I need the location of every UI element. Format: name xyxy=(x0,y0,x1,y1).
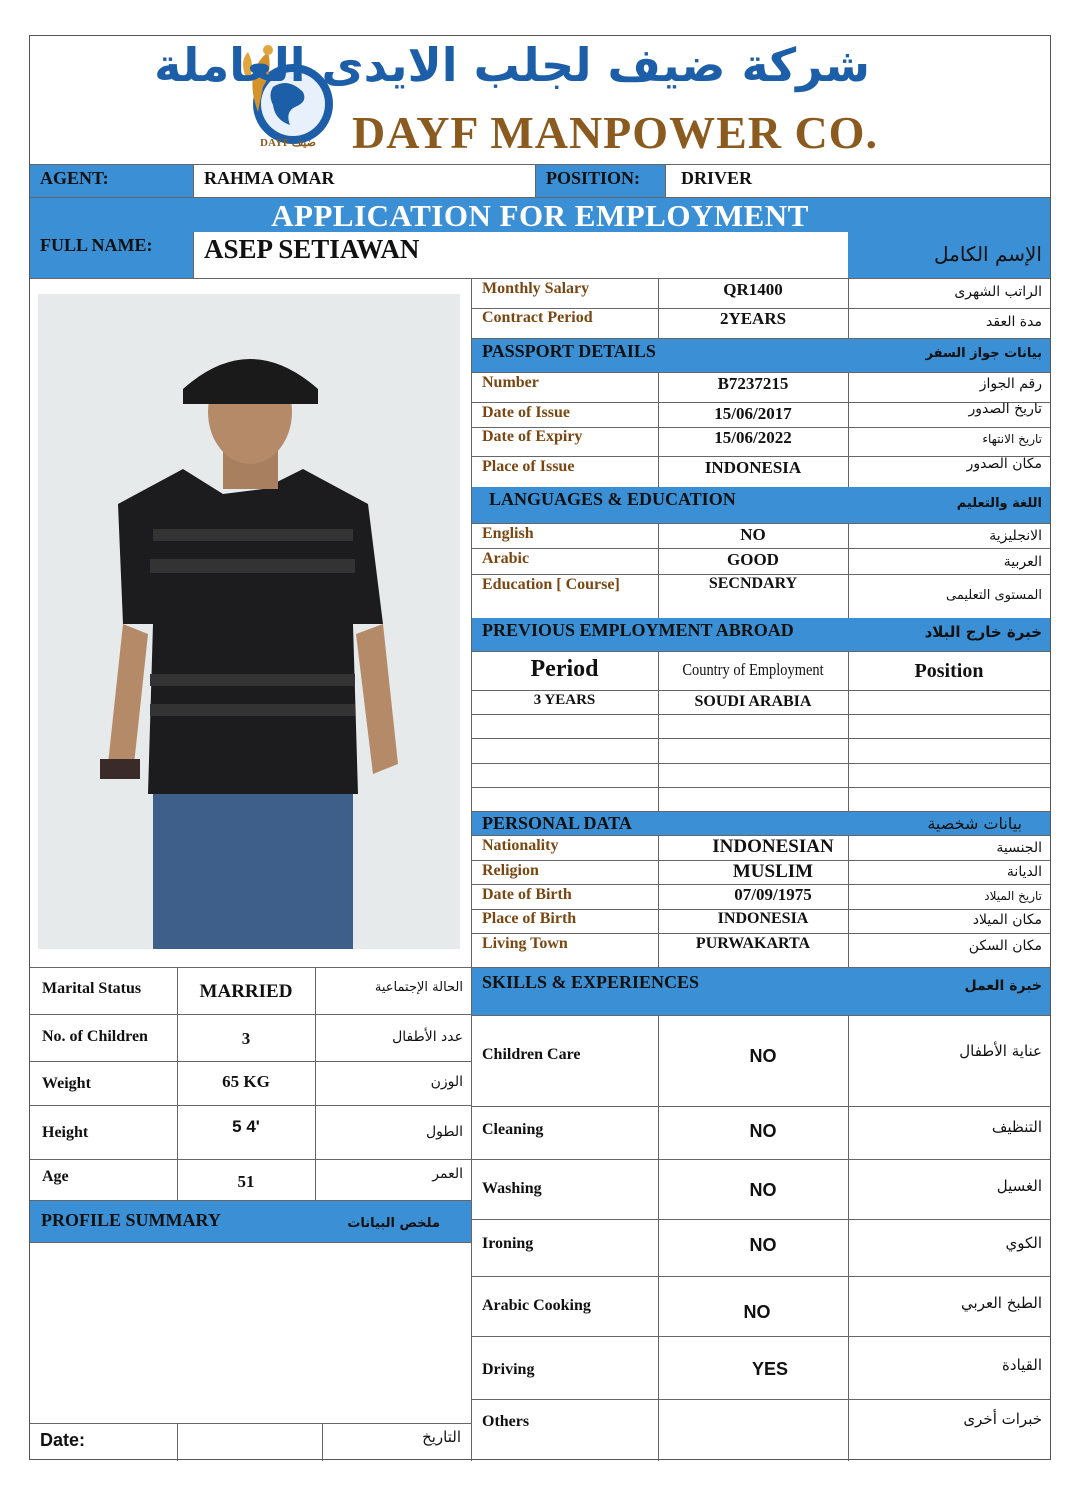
position-value: DRIVER xyxy=(681,168,753,188)
skill-driving-label: Driving xyxy=(482,1361,535,1378)
date-label-arabic: التاريخ xyxy=(422,1428,461,1446)
languages-education-header: LANGUAGES & EDUCATION xyxy=(489,489,736,509)
contract-period-label: Contract Period xyxy=(482,309,593,326)
skill-ironing-label: Ironing xyxy=(482,1235,534,1252)
company-name-arabic: شركة ضيف لجلب الايدى العاملة xyxy=(154,38,870,92)
passport-details-header-arabic: بيانات جواز السفر xyxy=(925,346,1042,361)
period-column-header: Period xyxy=(530,656,599,682)
date-of-birth-label: Date of Birth xyxy=(482,886,572,903)
passport-number-value: B7237215 xyxy=(717,374,789,393)
skill-driving-label-arabic: القيادة xyxy=(1002,1356,1042,1374)
skill-cleaning-label: Cleaning xyxy=(482,1121,544,1138)
marital-status-label: Marital Status xyxy=(42,980,142,997)
date-of-issue-value: 15/06/2017 xyxy=(714,404,792,423)
age-value: 51 xyxy=(237,1172,255,1191)
skill-children-care-value: NO xyxy=(749,1046,777,1066)
date-of-birth-value: 07/09/1975 xyxy=(734,885,812,904)
skill-arabic-cooking-value: NO xyxy=(743,1302,771,1322)
place-of-issue-value: INDONESIA xyxy=(704,458,802,477)
contract-period-value: 2YEARS xyxy=(719,309,787,328)
skill-washing-value: NO xyxy=(749,1180,777,1200)
company-name-english: DAYF MANPOWER CO. xyxy=(352,107,878,158)
english-value: NO xyxy=(740,525,766,544)
children-value: 3 xyxy=(241,1029,251,1048)
age-label-arabic: العمر xyxy=(432,1166,463,1182)
age-label: Age xyxy=(42,1168,69,1185)
english-label: English xyxy=(482,525,534,542)
full-name-label-arabic: الإسم الكامل xyxy=(933,242,1042,266)
agent-value: RAHMA OMAR xyxy=(204,168,335,188)
living-town-value: PURWAKARTA xyxy=(695,935,811,952)
height-label-arabic: الطول xyxy=(425,1124,463,1140)
previous-employment-header: PREVIOUS EMPLOYMENT ABROAD xyxy=(482,620,794,640)
height-label: Height xyxy=(42,1124,89,1141)
arabic-label-arabic: العربية xyxy=(1003,554,1042,570)
employment-period-value: 3 YEARS xyxy=(533,692,596,708)
skill-washing-label: Washing xyxy=(482,1180,542,1197)
date-of-issue-label-arabic: تاريخ الصدور xyxy=(968,401,1042,417)
skill-arabic-cooking-label: Arabic Cooking xyxy=(482,1297,591,1314)
date-of-issue-label: Date of Issue xyxy=(482,404,570,421)
skill-ironing-label-arabic: الكوي xyxy=(1005,1234,1042,1252)
profile-summary-header: PROFILE SUMMARY xyxy=(41,1210,221,1230)
country-column-header: Country of Employment xyxy=(682,660,824,679)
position-column-header: Position xyxy=(914,660,984,682)
position-label: POSITION: xyxy=(546,168,641,188)
agent-label: AGENT: xyxy=(40,168,109,188)
passport-details-header: PASSPORT DETAILS xyxy=(482,341,656,361)
form-title: APPLICATION FOR EMPLOYMENT xyxy=(271,198,809,233)
skill-others-label-arabic: خبرات أخرى xyxy=(963,1410,1042,1428)
skill-children-care-label-arabic: عناية الأطفال xyxy=(959,1042,1042,1060)
nationality-label-arabic: الجنسية xyxy=(996,840,1042,856)
skill-ironing-value: NO xyxy=(749,1235,777,1255)
marital-status-value: MARRIED xyxy=(199,981,293,1002)
skills-header: SKILLS & EXPERIENCES xyxy=(482,972,700,992)
weight-label: Weight xyxy=(42,1075,91,1092)
skill-arabic-cooking-label-arabic: الطبخ العربي xyxy=(961,1294,1042,1312)
nationality-label: Nationality xyxy=(482,837,559,854)
date-of-expiry-value: 15/06/2022 xyxy=(714,428,792,447)
arabic-label: Arabic xyxy=(482,550,530,567)
personal-data-header: PERSONAL DATA xyxy=(482,813,632,833)
monthly-salary-label-arabic: الراتب الشهرى xyxy=(954,284,1042,300)
skill-children-care-label: Children Care xyxy=(482,1046,581,1063)
education-label: Education [ Course] xyxy=(482,576,620,593)
personal-data-header-arabic: بيانات شخصية xyxy=(927,814,1022,833)
children-label: No. of Children xyxy=(42,1028,148,1045)
education-value: SECNDARY xyxy=(708,575,798,592)
date-of-expiry-label-arabic: تاريخ الانتهاء xyxy=(982,432,1042,446)
passport-number-label-arabic: رقم الجواز xyxy=(979,376,1042,392)
full-name-value: ASEP SETIAWAN xyxy=(204,234,420,264)
monthly-salary-label: Monthly Salary xyxy=(482,280,590,297)
previous-employment-header-arabic: خبرة خارج البلاد xyxy=(924,623,1042,641)
profile-summary-header-arabic: ملخص البيانات xyxy=(347,1216,440,1231)
skill-driving-value: YES xyxy=(751,1359,789,1379)
skill-cleaning-label-arabic: التنظيف xyxy=(991,1118,1042,1136)
logo-caption: DAYF ضيف xyxy=(260,137,316,149)
full-name-label: FULL NAME: xyxy=(40,235,153,255)
employment-country-value: SOUDI ARABIA xyxy=(694,693,812,710)
education-label-arabic: المستوى التعليمى xyxy=(946,588,1042,603)
nationality-value: INDONESIAN xyxy=(712,836,834,857)
marital-status-label-arabic: الحالة الإجتماعية xyxy=(374,980,463,995)
monthly-salary-value: QR1400 xyxy=(723,280,783,299)
living-town-label: Living Town xyxy=(482,935,568,952)
height-value: 5 4' xyxy=(232,1117,260,1136)
languages-education-header-arabic: اللغة والتعليم xyxy=(956,496,1042,511)
place-of-birth-value: INDONESIA xyxy=(717,910,809,927)
arabic-value: GOOD xyxy=(727,550,779,569)
weight-value: 65 KG xyxy=(222,1072,270,1091)
place-of-birth-label-arabic: مكان الميلاد xyxy=(972,912,1042,928)
place-of-birth-label: Place of Birth xyxy=(482,910,577,927)
children-label-arabic: عدد الأطفال xyxy=(392,1029,463,1045)
religion-value: MUSLIM xyxy=(732,861,814,882)
weight-label-arabic: الوزن xyxy=(430,1074,463,1090)
skills-header-arabic: خبرة العمل xyxy=(964,978,1042,994)
skill-washing-label-arabic: الغسيل xyxy=(996,1177,1042,1195)
religion-label: Religion xyxy=(482,862,539,879)
date-of-expiry-label: Date of Expiry xyxy=(482,428,583,445)
living-town-label-arabic: مكان السكن xyxy=(968,938,1042,954)
english-label-arabic: الانجليزية xyxy=(989,528,1042,544)
application-form xyxy=(29,35,1051,1460)
skill-cleaning-value: NO xyxy=(749,1121,777,1141)
profile-summary-body xyxy=(30,1243,471,1423)
skill-others-label: Others xyxy=(482,1413,530,1430)
place-of-issue-label: Place of Issue xyxy=(482,458,575,475)
date-label: Date: xyxy=(40,1430,86,1450)
date-of-birth-label-arabic: تاريخ الميلاد xyxy=(984,889,1042,903)
place-of-issue-label-arabic: مكان الصدور xyxy=(966,456,1042,472)
contract-period-label-arabic: مدة العقد xyxy=(986,314,1042,330)
applicant-photo xyxy=(38,294,460,949)
religion-label-arabic: الديانة xyxy=(1006,864,1042,880)
passport-number-label: Number xyxy=(482,374,539,391)
